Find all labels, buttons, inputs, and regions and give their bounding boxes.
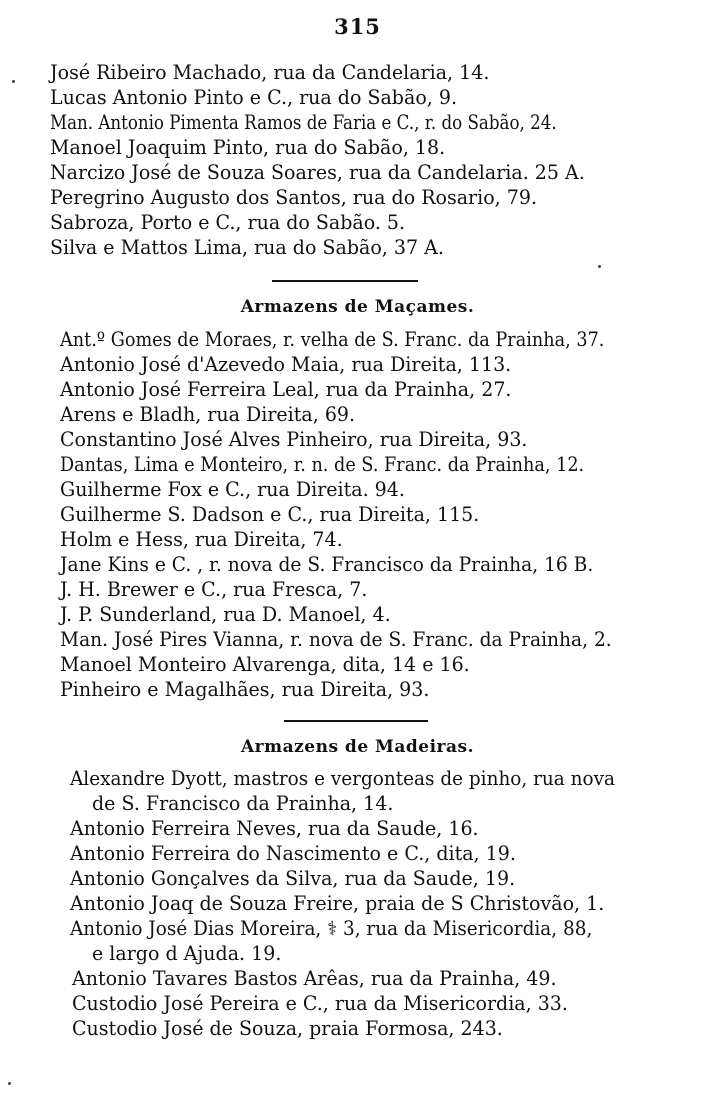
list-item: Antonio Gonçalves da Silva, rua da Saude, 19. [70,867,516,890]
list-item: Antonio José Ferreira Leal, rua da Prainha, 27. [60,378,512,401]
list-item: Narcizo José de Souza Soares, rua da Candelaria. 25 A. [50,161,585,184]
page-number: 315 [334,14,381,39]
list-item: Manoel Joaquim Pinto, rua do Sabão, 18. [50,136,446,159]
scan-speck [598,265,601,268]
list-item: de S. Francisco da Prainha, 14. [92,792,394,815]
list-item: J. P. Sunderland, rua D. Manoel, 4. [60,603,391,626]
list-item: Guilherme Fox e C., rua Direita. 94. [60,478,405,501]
list-item: Constantino José Alves Pinheiro, rua Direita, 93. [60,428,528,451]
list-item: Alexandre Dyott, mastros e vergonteas de pinho, rua nova [70,767,615,790]
list-item: Antonio José Dias Moreira, ⚕ 3, rua da Misericordia, 88, [70,917,593,940]
list-item: Lucas Antonio Pinto e C., rua do Sabão, 9. [50,86,457,109]
scan-speck [8,1082,11,1085]
list-item: José Ribeiro Machado, rua da Candelaria, 14. [50,61,490,84]
list-item: e largo d Ajuda. 19. [92,942,282,965]
list-item: Antonio Ferreira Neves, rua da Saude, 16. [70,817,479,840]
list-item: Dantas, Lima e Monteiro, r. n. de S. Franc. da Prainha, 12. [60,453,585,476]
list-item: Antonio Ferreira do Nascimento e C., dita, 19. [70,842,516,865]
section-heading-madeiras: Armazens de Madeiras. [240,737,475,757]
list-item: Manoel Monteiro Alvarenga, dita, 14 e 16. [60,653,470,676]
list-item: Guilherme S. Dadson e C., rua Direita, 115. [60,503,480,526]
list-item: Ant.º Gomes de Moraes, r. velha de S. Franc. da Prainha, 37. [60,328,605,351]
list-item: Silva e Mattos Lima, rua do Sabão, 37 A. [50,236,444,259]
list-item: Antonio Joaq de Souza Freire, praia de S Christovão, 1. [70,892,605,915]
list-item: Man. José Pires Vianna, r. nova de S. Franc. da Prainha, 2. [60,628,612,651]
list-item: Sabroza, Porto e C., rua do Sabão. 5. [50,211,406,234]
section-heading-macames: Armazens de Maçames. [240,297,475,317]
list-item: Antonio Tavares Bastos Arêas, rua da Prainha, 49. [72,967,557,990]
list-item: Man. Antonio Pimenta Ramos de Faria e C., r. do Sabão, 24. [50,111,557,134]
list-item: Peregrino Augusto dos Santos, rua do Rosario, 79. [50,186,538,209]
list-item: Arens e Bladh, rua Direita, 69. [60,403,356,426]
list-item: Pinheiro e Magalhães, rua Direita, 93. [60,678,430,701]
section-divider [284,720,428,722]
list-item: Custodio José Pereira e C., rua da Misericordia, 33. [72,992,568,1015]
list-item: J. H. Brewer e C., rua Fresca, 7. [60,578,368,601]
scan-speck [12,80,15,83]
list-item: Custodio José de Souza, praia Formosa, 243. [72,1017,503,1040]
list-item: Holm e Hess, rua Direita, 74. [60,528,343,551]
section-divider [272,280,418,282]
list-item: Jane Kins e C. , r. nova de S. Francisco da Prainha, 16 B. [60,553,594,576]
list-item: Antonio José d'Azevedo Maia, rua Direita, 113. [60,353,512,376]
